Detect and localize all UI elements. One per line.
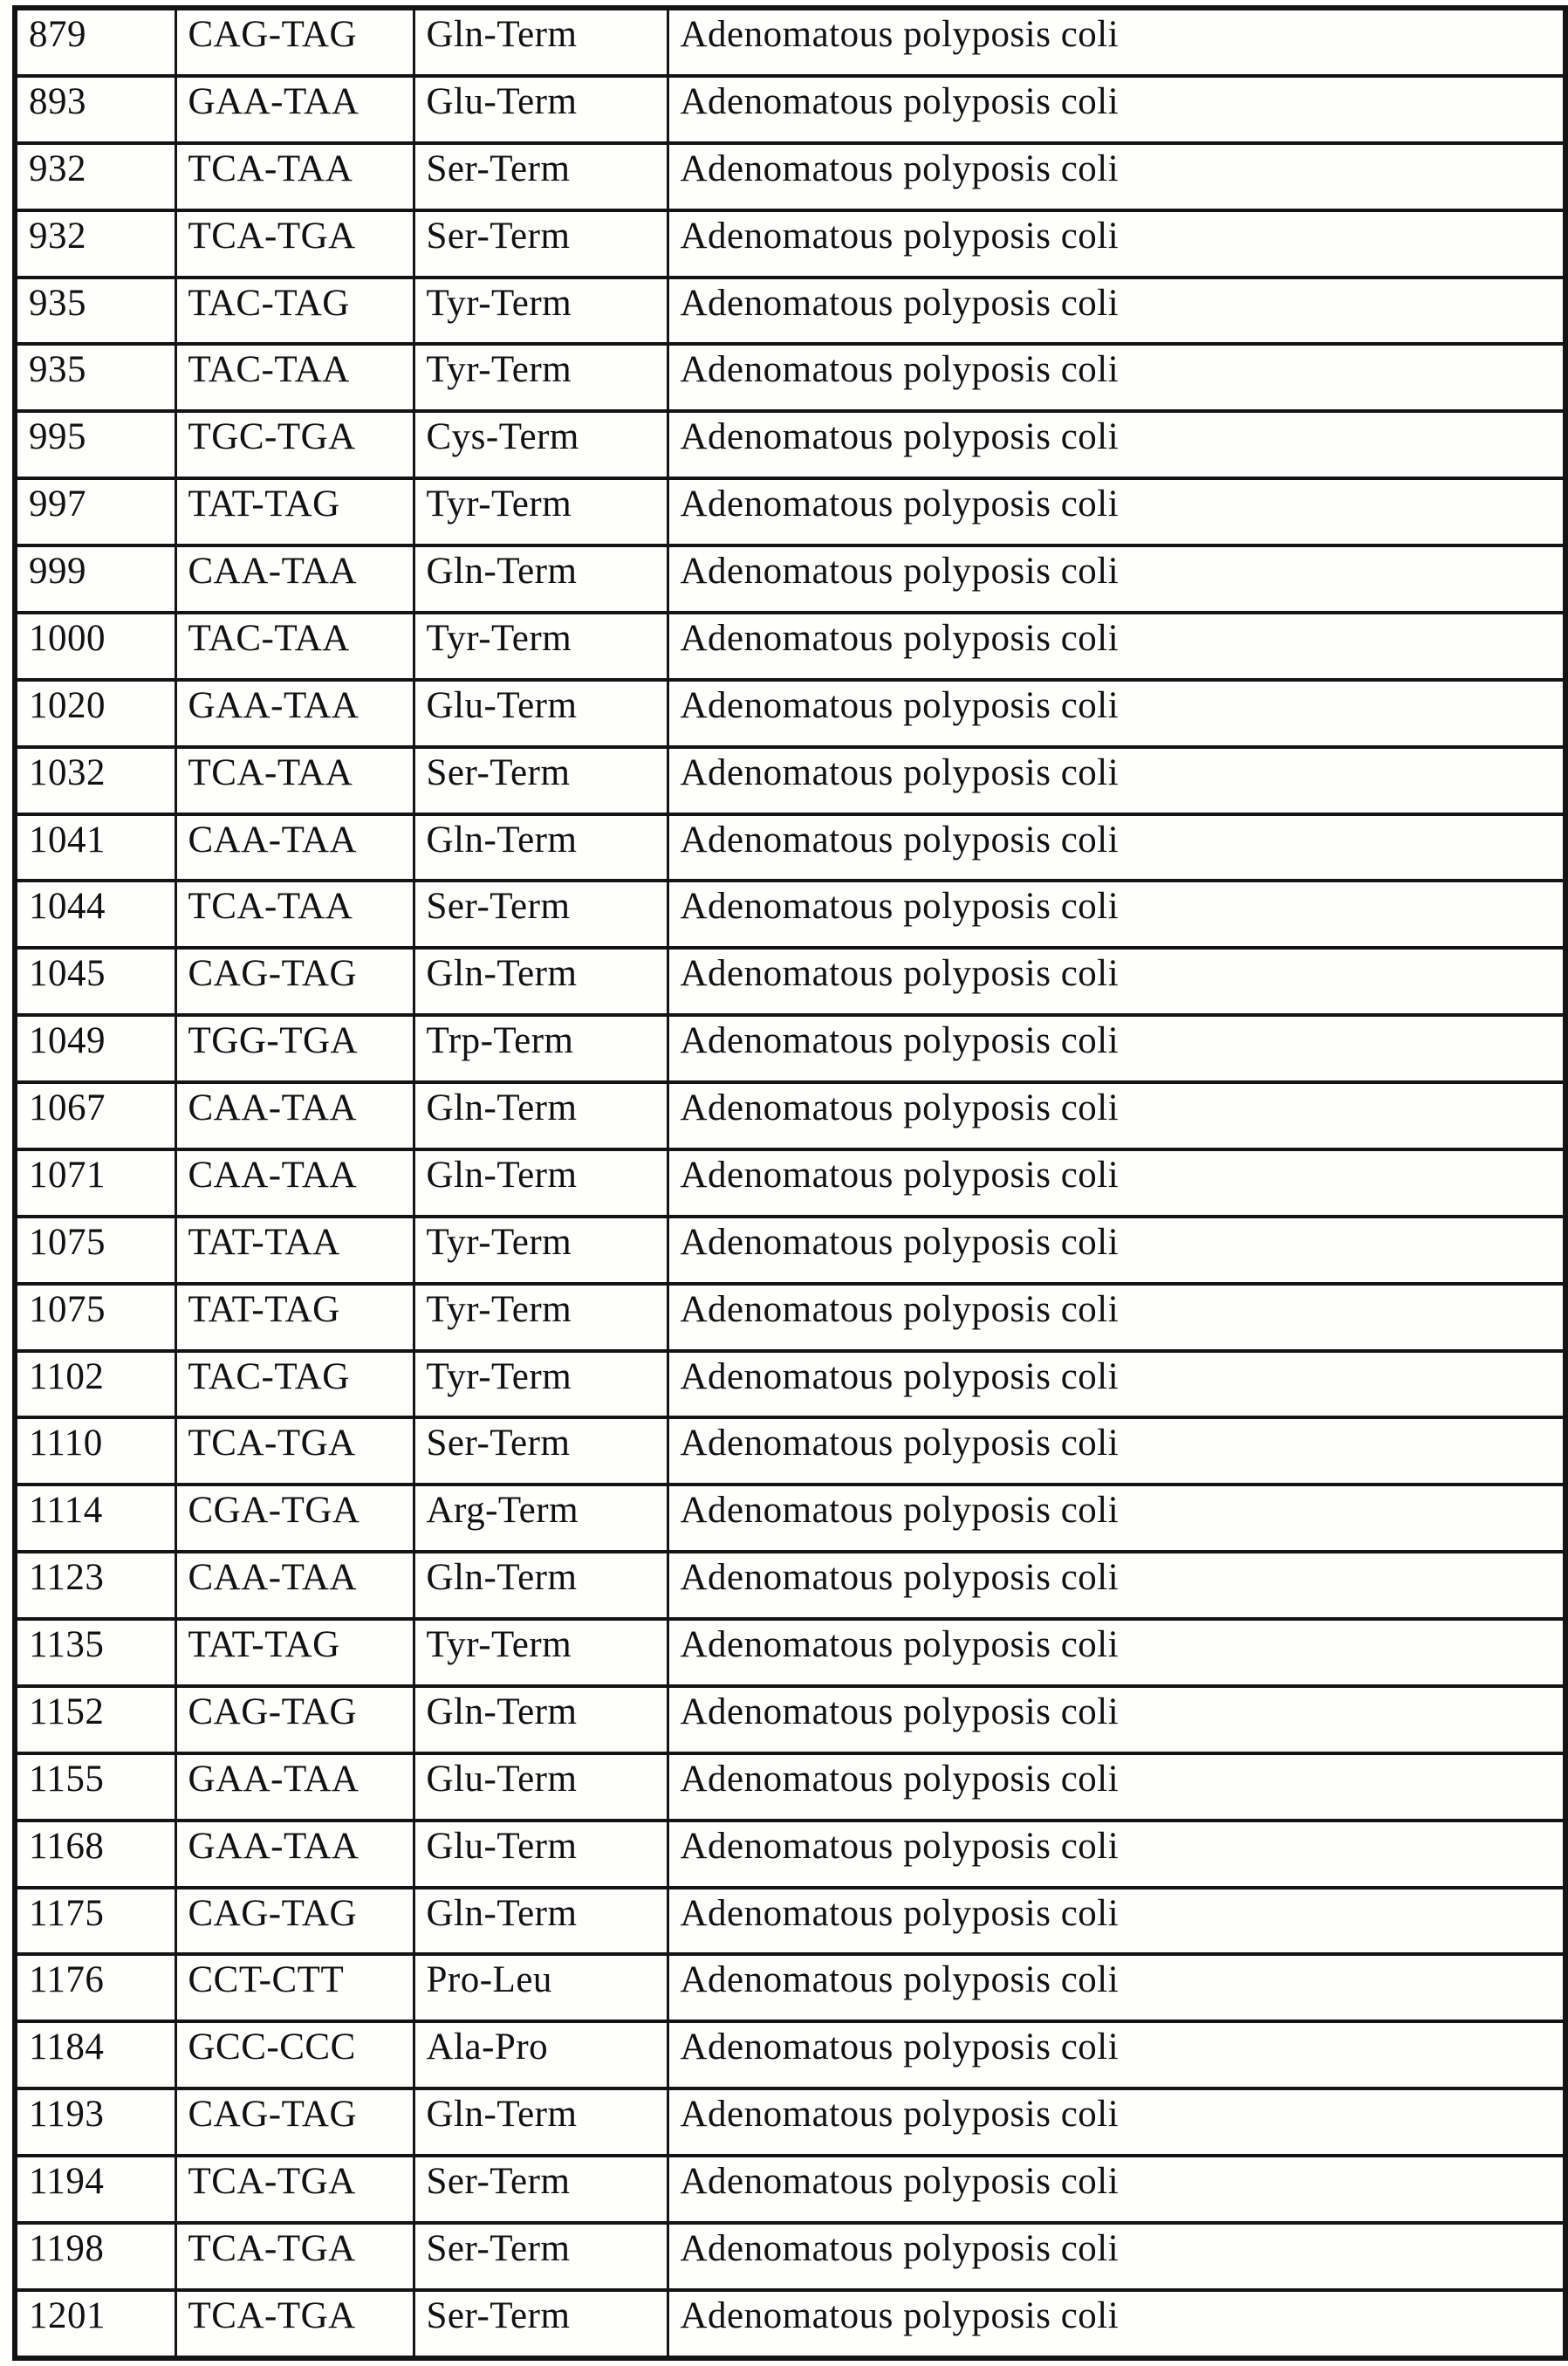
cell-amino-acid-change: Tyr-Term xyxy=(414,613,668,680)
table-row xyxy=(15,478,1565,545)
cell-gene-name: Adenomatous polyposis coli xyxy=(668,76,1565,143)
table-row xyxy=(15,1619,1565,1686)
cell-amino-acid-change: Tyr-Term xyxy=(414,1284,668,1351)
cell-amino-acid-change: Tyr-Term xyxy=(414,278,668,345)
cell-gene-name: Adenomatous polyposis coli xyxy=(668,680,1565,747)
cell-codon-position: 1000 xyxy=(15,613,175,680)
cell-amino-acid-change: Gln-Term xyxy=(414,2088,668,2156)
cell-codon-position: 879 xyxy=(15,8,175,76)
cell-amino-acid-change: Tyr-Term xyxy=(414,1619,668,1686)
cell-gene-name: Adenomatous polyposis coli xyxy=(668,1217,1565,1284)
cell-amino-acid-change: Gln-Term xyxy=(414,1552,668,1619)
cell-codon-change: GCC-CCC xyxy=(175,2021,414,2088)
table-row xyxy=(15,1686,1565,1753)
table-row xyxy=(15,143,1565,210)
table-row xyxy=(15,2156,1565,2223)
cell-codon-change: GAA-TAA xyxy=(175,1821,414,1888)
cell-gene-name: Adenomatous polyposis coli xyxy=(668,1753,1565,1821)
cell-gene-name: Adenomatous polyposis coli xyxy=(668,881,1565,948)
cell-codon-position: 932 xyxy=(15,143,175,210)
cell-codon-position: 1168 xyxy=(15,1821,175,1888)
mutation-table-body xyxy=(15,8,1565,2358)
cell-codon-change: CAG-TAG xyxy=(175,8,414,76)
table-row xyxy=(15,1485,1565,1552)
table-row xyxy=(15,8,1565,76)
cell-codon-change: TAT-TAG xyxy=(175,1284,414,1351)
cell-amino-acid-change: Gln-Term xyxy=(414,1082,668,1149)
table-row xyxy=(15,344,1565,411)
cell-codon-position: 1075 xyxy=(15,1284,175,1351)
cell-amino-acid-change: Gln-Term xyxy=(414,1149,668,1217)
cell-codon-position: 1135 xyxy=(15,1619,175,1686)
table-row xyxy=(15,2021,1565,2088)
cell-codon-change: GAA-TAA xyxy=(175,680,414,747)
cell-amino-acid-change: Gln-Term xyxy=(414,1686,668,1753)
cell-codon-position: 1176 xyxy=(15,1954,175,2021)
cell-amino-acid-change: Ser-Term xyxy=(414,881,668,948)
cell-codon-position: 1075 xyxy=(15,1217,175,1284)
cell-amino-acid-change: Gln-Term xyxy=(414,8,668,76)
cell-gene-name: Adenomatous polyposis coli xyxy=(668,613,1565,680)
table-row xyxy=(15,948,1565,1015)
cell-gene-name: Adenomatous polyposis coli xyxy=(668,948,1565,1015)
cell-codon-change: TGG-TGA xyxy=(175,1015,414,1082)
cell-codon-position: 1102 xyxy=(15,1351,175,1418)
cell-codon-change: TCA-TGA xyxy=(175,2290,414,2358)
cell-amino-acid-change: Tyr-Term xyxy=(414,1351,668,1418)
cell-gene-name: Adenomatous polyposis coli xyxy=(668,2021,1565,2088)
cell-codon-position: 1152 xyxy=(15,1686,175,1753)
cell-amino-acid-change: Ser-Term xyxy=(414,210,668,278)
cell-gene-name: Adenomatous polyposis coli xyxy=(668,1954,1565,2021)
cell-codon-position: 1020 xyxy=(15,680,175,747)
cell-gene-name: Adenomatous polyposis coli xyxy=(668,1686,1565,1753)
cell-gene-name: Adenomatous polyposis coli xyxy=(668,814,1565,881)
cell-amino-acid-change: Ser-Term xyxy=(414,143,668,210)
table-row xyxy=(15,278,1565,345)
cell-codon-change: TAC-TAA xyxy=(175,344,414,411)
cell-amino-acid-change: Tyr-Term xyxy=(414,344,668,411)
table-row xyxy=(15,747,1565,814)
cell-codon-change: TAT-TAG xyxy=(175,478,414,545)
cell-codon-position: 1045 xyxy=(15,948,175,1015)
cell-codon-change: TCA-TGA xyxy=(175,2223,414,2290)
cell-amino-acid-change: Pro-Leu xyxy=(414,1954,668,2021)
cell-codon-position: 1041 xyxy=(15,814,175,881)
table-row xyxy=(15,1351,1565,1418)
cell-amino-acid-change: Tyr-Term xyxy=(414,1217,668,1284)
cell-codon-position: 1071 xyxy=(15,1149,175,1217)
cell-gene-name: Adenomatous polyposis coli xyxy=(668,1284,1565,1351)
cell-amino-acid-change: Ser-Term xyxy=(414,2290,668,2358)
cell-codon-change: TCA-TGA xyxy=(175,2156,414,2223)
cell-gene-name: Adenomatous polyposis coli xyxy=(668,2223,1565,2290)
cell-codon-change: CAA-TAA xyxy=(175,1082,414,1149)
cell-codon-position: 1032 xyxy=(15,747,175,814)
cell-codon-change: TAC-TAG xyxy=(175,278,414,345)
mutation-table xyxy=(12,5,1568,2361)
cell-gene-name: Adenomatous polyposis coli xyxy=(668,478,1565,545)
cell-codon-change: CAG-TAG xyxy=(175,948,414,1015)
table-row xyxy=(15,2290,1565,2358)
cell-amino-acid-change: Trp-Term xyxy=(414,1015,668,1082)
cell-codon-change: TAC-TAA xyxy=(175,613,414,680)
cell-codon-position: 1123 xyxy=(15,1552,175,1619)
cell-codon-position: 1201 xyxy=(15,2290,175,2358)
table-row xyxy=(15,1217,1565,1284)
cell-amino-acid-change: Ser-Term xyxy=(414,2223,668,2290)
cell-codon-change: TCA-TAA xyxy=(175,143,414,210)
table-row xyxy=(15,1082,1565,1149)
cell-codon-position: 1175 xyxy=(15,1888,175,1955)
cell-gene-name: Adenomatous polyposis coli xyxy=(668,411,1565,478)
table-row xyxy=(15,1149,1565,1217)
cell-gene-name: Adenomatous polyposis coli xyxy=(668,1821,1565,1888)
cell-gene-name: Adenomatous polyposis coli xyxy=(668,278,1565,345)
cell-codon-position: 1067 xyxy=(15,1082,175,1149)
cell-gene-name: Adenomatous polyposis coli xyxy=(668,1619,1565,1686)
cell-codon-position: 1114 xyxy=(15,1485,175,1552)
table-row xyxy=(15,1888,1565,1955)
cell-codon-change: TCA-TGA xyxy=(175,210,414,278)
cell-amino-acid-change: Glu-Term xyxy=(414,1821,668,1888)
cell-codon-position: 1110 xyxy=(15,1417,175,1485)
cell-amino-acid-change: Gln-Term xyxy=(414,545,668,613)
cell-codon-position: 893 xyxy=(15,76,175,143)
cell-gene-name: Adenomatous polyposis coli xyxy=(668,344,1565,411)
cell-gene-name: Adenomatous polyposis coli xyxy=(668,1082,1565,1149)
cell-codon-change: CAG-TAG xyxy=(175,1686,414,1753)
cell-codon-position: 995 xyxy=(15,411,175,478)
cell-amino-acid-change: Arg-Term xyxy=(414,1485,668,1552)
table-row xyxy=(15,210,1565,278)
cell-gene-name: Adenomatous polyposis coli xyxy=(668,1149,1565,1217)
cell-codon-change: CCT-CTT xyxy=(175,1954,414,2021)
cell-codon-change: CAG-TAG xyxy=(175,1888,414,1955)
cell-codon-position: 1198 xyxy=(15,2223,175,2290)
table-row xyxy=(15,814,1565,881)
cell-codon-change: GAA-TAA xyxy=(175,76,414,143)
cell-codon-change: TCA-TAA xyxy=(175,881,414,948)
table-row xyxy=(15,1954,1565,2021)
cell-codon-change: GAA-TAA xyxy=(175,1753,414,1821)
cell-codon-position: 997 xyxy=(15,478,175,545)
cell-gene-name: Adenomatous polyposis coli xyxy=(668,1552,1565,1619)
table-row xyxy=(15,76,1565,143)
cell-amino-acid-change: Ser-Term xyxy=(414,2156,668,2223)
table-row xyxy=(15,680,1565,747)
cell-gene-name: Adenomatous polyposis coli xyxy=(668,545,1565,613)
cell-amino-acid-change: Glu-Term xyxy=(414,1753,668,1821)
table-row xyxy=(15,1753,1565,1821)
table-row xyxy=(15,613,1565,680)
cell-codon-change: CAA-TAA xyxy=(175,1552,414,1619)
table-row xyxy=(15,545,1565,613)
cell-amino-acid-change: Ala-Pro xyxy=(414,2021,668,2088)
cell-codon-position: 1194 xyxy=(15,2156,175,2223)
cell-codon-change: TAT-TAG xyxy=(175,1619,414,1686)
cell-codon-position: 1049 xyxy=(15,1015,175,1082)
cell-codon-change: CAA-TAA xyxy=(175,1149,414,1217)
cell-codon-change: CAA-TAA xyxy=(175,814,414,881)
cell-codon-change: TAT-TAA xyxy=(175,1217,414,1284)
cell-codon-change: CAG-TAG xyxy=(175,2088,414,2156)
table-row xyxy=(15,1552,1565,1619)
table-row xyxy=(15,1284,1565,1351)
cell-amino-acid-change: Gln-Term xyxy=(414,814,668,881)
cell-gene-name: Adenomatous polyposis coli xyxy=(668,2290,1565,2358)
cell-gene-name: Adenomatous polyposis coli xyxy=(668,8,1565,76)
cell-gene-name: Adenomatous polyposis coli xyxy=(668,1351,1565,1418)
cell-amino-acid-change: Tyr-Term xyxy=(414,478,668,545)
cell-codon-change: CAA-TAA xyxy=(175,545,414,613)
cell-gene-name: Adenomatous polyposis coli xyxy=(668,2088,1565,2156)
cell-amino-acid-change: Gln-Term xyxy=(414,948,668,1015)
cell-codon-position: 1184 xyxy=(15,2021,175,2088)
cell-gene-name: Adenomatous polyposis coli xyxy=(668,1888,1565,1955)
cell-codon-position: 1044 xyxy=(15,881,175,948)
cell-gene-name: Adenomatous polyposis coli xyxy=(668,2156,1565,2223)
cell-codon-change: TCA-TGA xyxy=(175,1417,414,1485)
cell-codon-position: 999 xyxy=(15,545,175,613)
cell-amino-acid-change: Ser-Term xyxy=(414,1417,668,1485)
cell-gene-name: Adenomatous polyposis coli xyxy=(668,747,1565,814)
table-row xyxy=(15,411,1565,478)
cell-amino-acid-change: Gln-Term xyxy=(414,1888,668,1955)
cell-codon-change: TCA-TAA xyxy=(175,747,414,814)
table-row xyxy=(15,1417,1565,1485)
cell-amino-acid-change: Cys-Term xyxy=(414,411,668,478)
cell-gene-name: Adenomatous polyposis coli xyxy=(668,1015,1565,1082)
cell-gene-name: Adenomatous polyposis coli xyxy=(668,210,1565,278)
table-row xyxy=(15,881,1565,948)
cell-codon-position: 932 xyxy=(15,210,175,278)
cell-codon-change: TAC-TAG xyxy=(175,1351,414,1418)
table-row xyxy=(15,2223,1565,2290)
cell-amino-acid-change: Ser-Term xyxy=(414,747,668,814)
cell-amino-acid-change: Glu-Term xyxy=(414,76,668,143)
cell-codon-position: 1155 xyxy=(15,1753,175,1821)
table-row xyxy=(15,2088,1565,2156)
cell-gene-name: Adenomatous polyposis coli xyxy=(668,1417,1565,1485)
cell-codon-position: 935 xyxy=(15,278,175,345)
cell-codon-position: 935 xyxy=(15,344,175,411)
cell-gene-name: Adenomatous polyposis coli xyxy=(668,1485,1565,1552)
cell-codon-position: 1193 xyxy=(15,2088,175,2156)
table-row xyxy=(15,1015,1565,1082)
cell-codon-change: TGC-TGA xyxy=(175,411,414,478)
cell-amino-acid-change: Glu-Term xyxy=(414,680,668,747)
cell-gene-name: Adenomatous polyposis coli xyxy=(668,143,1565,210)
cell-codon-change: CGA-TGA xyxy=(175,1485,414,1552)
table-row xyxy=(15,1821,1565,1888)
